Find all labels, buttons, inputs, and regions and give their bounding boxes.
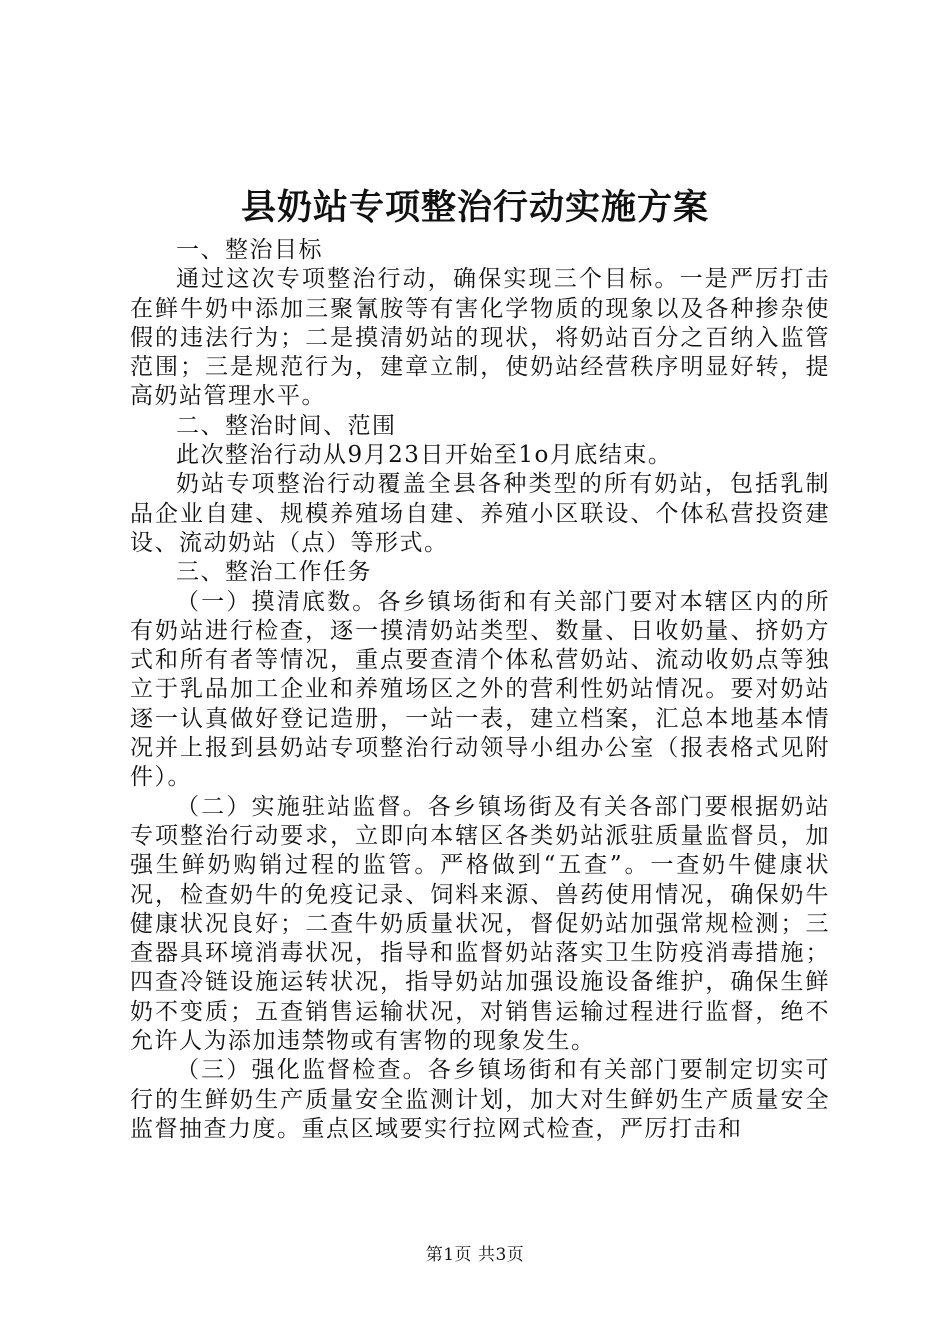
paragraph-task-3: （三）强化监督检查。各乡镇场街和有关部门要制定切实可行的生鲜奶生产质量安全监测计划，加大对生鲜奶生产质量安全监督抽查力度。重点区域要实行拉网式检查，严厉打击和 (130, 1057, 830, 1142)
page-footer: 第1页 共3页 (425, 1245, 525, 1265)
paragraph-task-2: （二）实施驻站监督。各乡镇场街及有关各部门要根据奶站专项整治行动要求，立即向本辖区各类奶站派驻质量监督员，加强生鲜奶购销过程的监管。严格做到“五查”。一查奶牛健康状况，检查奶牛的免疫记录、饲料来源、兽药使用情况，确保奶牛健康状况良好；二查牛奶质量状况，督促奶站加强常规检测；三查器具环境消毒状况，指导和监督奶站落实卫生防疫消毒措施；四查冷链设施运转状况，指导奶站加强设施设备维护，确保生鲜奶不变质；五查销售运输状况，对销售运输过程进行监督，绝不允许人为添加违禁物或有害物的现象发生。 (130, 793, 830, 1055)
document-body (130, 236, 830, 1144)
section-heading-tasks: 三、整治工作任务 (176, 559, 372, 586)
paragraph-scope: 奶站专项整治行动覆盖全县各种类型的所有奶站，包括乳制品企业自建、规模养殖场自建、养殖小区联设、个体私营投资建设、流动奶站（点）等形式。 (130, 471, 830, 556)
section-heading-time-scope: 二、整治时间、范围 (176, 412, 397, 439)
paragraph-task-1: （一）摸清底数。各乡镇场街和有关部门要对本辖区内的所有奶站进行检查，逐一摸清奶站类型、数量、日收奶量、挤奶方式和所有者等情况，重点要查清个体私营奶站、流动收奶点等独立于乳品加工企业和养殖场区之外的营利性奶站情况。要对奶站逐一认真做好登记造册，一站一表，建立档案，汇总本地基本情况并上报到县奶站专项整治行动领导小组办公室（报表格式见附件）。 (130, 588, 830, 791)
paragraph-goals: 通过这次专项整治行动，确保实现三个目标。一是严厉打击在鲜牛奶中添加三聚氰胺等有害化学物质的现象以及各种掺杂使假的违法行为；二是摸清奶站的现状，将奶站百分之百纳入监管范围；三是规范行为，建章立制，使奶站经营秩序明显好转，提高奶站管理水平。 (130, 266, 830, 410)
document-title: 县奶站专项整治行动实施方案 (240, 187, 709, 228)
section-heading-goals: 一、整治目标 (176, 237, 323, 263)
paragraph-time: 此次整治行动从9月23日开始至1o月底结束。 (176, 442, 673, 469)
